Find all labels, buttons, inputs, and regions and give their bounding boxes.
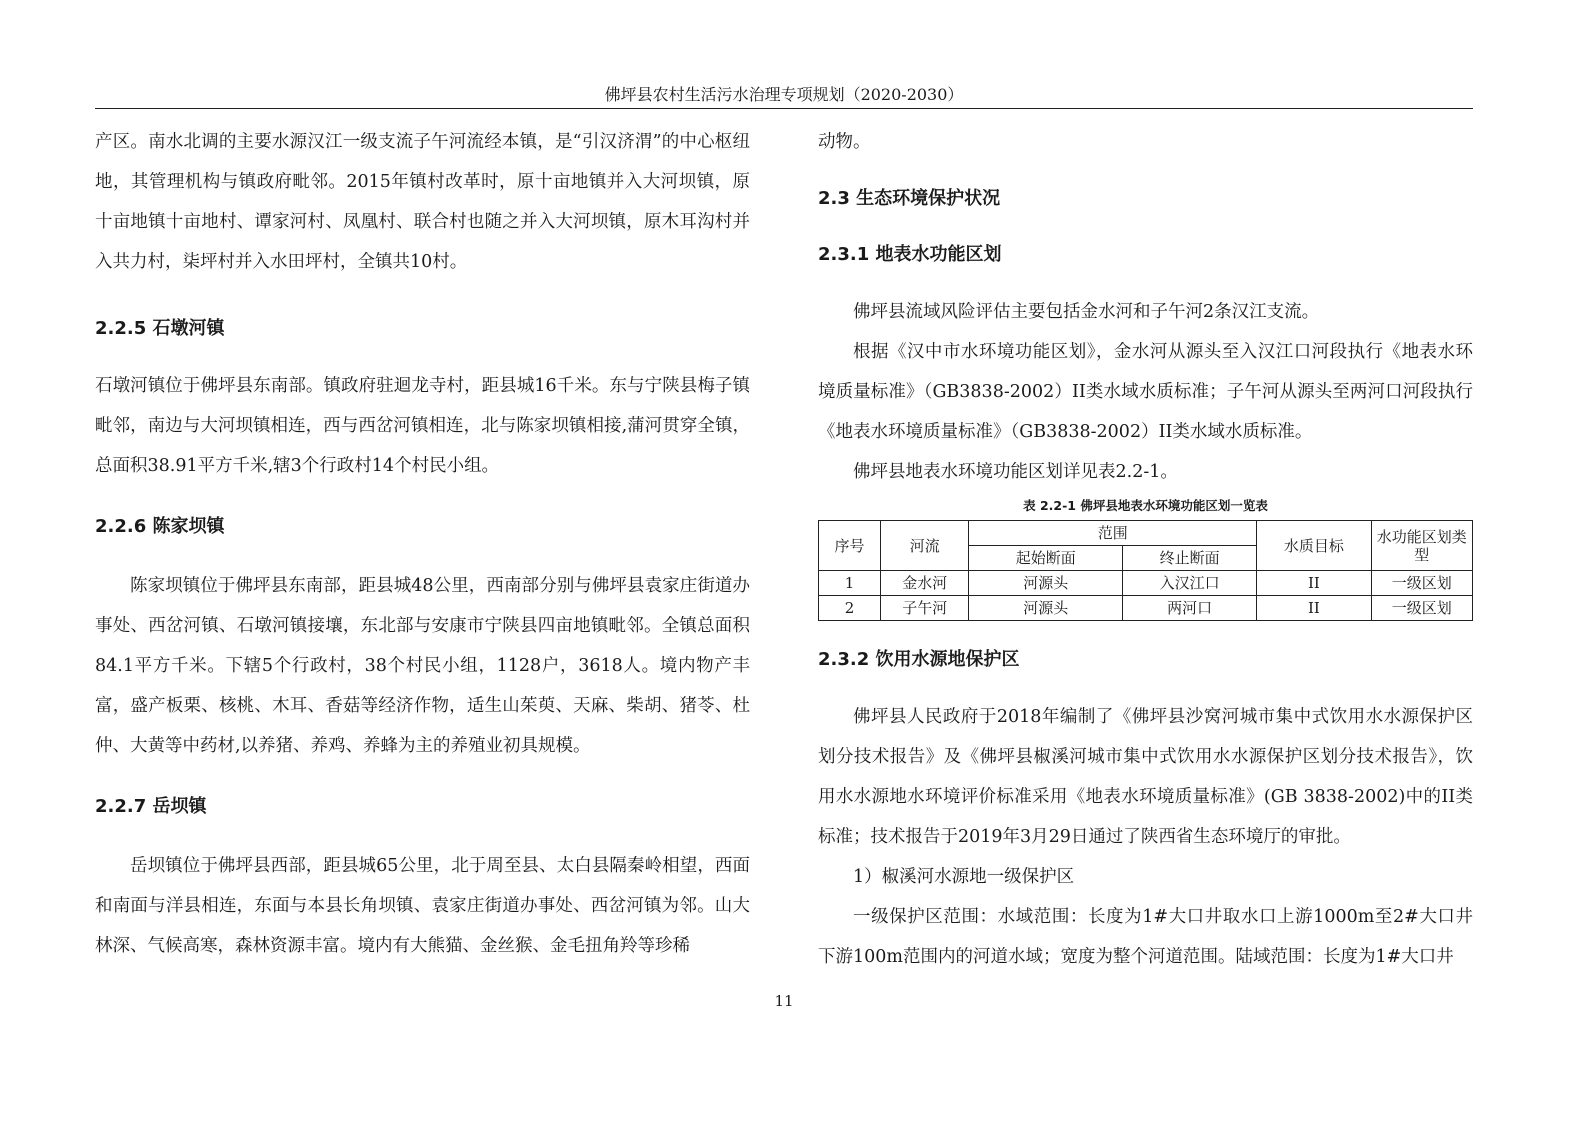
paragraph-continued: 动物。 bbox=[818, 132, 871, 152]
water-function-table bbox=[818, 520, 1473, 621]
cell-start: 河源头 bbox=[969, 596, 1123, 621]
heading-2-3-1: 2.3.1 地表水功能区划 bbox=[818, 244, 1002, 265]
heading-2-2-7: 2.2.7 岳坝镇 bbox=[95, 796, 207, 817]
header-cell-end: 终止断面 bbox=[1123, 546, 1257, 571]
left-column bbox=[95, 122, 750, 966]
cell-target: II bbox=[1257, 571, 1371, 596]
paragraph-2-2-6: 陈家坝镇位于佛坪县东南部，距县城48公里，西南部分别与佛坪县袁家庄街道办事处、西岔河镇、石墩河镇接壤，东北部与安康市宁陕县四亩地镇毗邻。全镇总面积84.1平方千米。下辖5个行政村，38个村民小组，1128户，3618人。境内物产丰富，盛产板栗、核桃、木耳、香菇等经济作物，适生山茱萸、天麻、柴胡、猪苓、杜仲、大黄等中药材,以养猪、养鸡、养蜂为主的养殖业初具规模。 bbox=[95, 576, 750, 756]
table-row bbox=[819, 596, 1473, 621]
paragraph-2-3-1-b: 根据《汉中市水环境功能区划》，金水河从源头至入汉江口河段执行《地表水环境质量标准》（GB3838-2002）II类水域水质标准；子午河从源头至两河口河段执行《地表水环境质量标准》（GB3838-2002）II类水域水质标准。 bbox=[818, 342, 1473, 442]
page-number: 11 bbox=[774, 992, 794, 1010]
paragraph-2-3-2-c: 一级保护区范围：水域范围：长度为1#大口井取水口上游1000m至2#大口井下游100m范围内的河道水域；宽度为整个河道范围。陆域范围：长度为1#大口井 bbox=[818, 907, 1473, 967]
cell-type: 一级区划 bbox=[1371, 596, 1472, 621]
cell-start: 河源头 bbox=[969, 571, 1123, 596]
paragraph-2-2-7: 岳坝镇位于佛坪县西部，距县城65公里，北于周至县、太白县隔秦岭相望，西面和南面与洋县相连，东面与本县长角坝镇、袁家庄街道办事处、西岔河镇为邻。山大林深、气候高寒，森林资源丰富。境内有大熊猫、金丝猴、金毛扭角羚等珍稀 bbox=[95, 856, 750, 956]
header-cell-target: 水质目标 bbox=[1257, 521, 1371, 571]
header-cell-start: 起始断面 bbox=[969, 546, 1123, 571]
header-cell-no: 序号 bbox=[819, 521, 881, 571]
header-cell-river: 河流 bbox=[881, 521, 969, 571]
heading-2-2-6: 2.2.6 陈家坝镇 bbox=[95, 516, 225, 537]
paragraph-2-3-2-b: 1）椒溪河水源地一级保护区 bbox=[853, 867, 1075, 887]
table-header-row bbox=[819, 521, 1473, 546]
running-header: 佛坪县农村生活污水治理专项规划（2020-2030） bbox=[604, 85, 964, 104]
heading-2-3-2: 2.3.2 饮用水源地保护区 bbox=[818, 649, 1020, 670]
table-row bbox=[819, 571, 1473, 596]
paragraph-intro: 产区。南水北调的主要水源汉江一级支流子午河流经本镇，是“引汉济渭”的中心枢纽地，其管理机构与镇政府毗邻。2015年镇村改革时，原十亩地镇并入大河坝镇，原十亩地镇十亩地村、谭家河村、凤凰村、联合村也随之并入大河坝镇，原木耳沟村并入共力村，柒坪村并入水田坪村，全镇共10村。 bbox=[95, 132, 750, 272]
cell-end: 两河口 bbox=[1123, 596, 1257, 621]
cell-target: II bbox=[1257, 596, 1371, 621]
cell-river: 金水河 bbox=[881, 571, 969, 596]
header-cell-type: 水功能区划类型 bbox=[1371, 521, 1472, 571]
table-caption: 表 2.2-1 佛坪县地表水环境功能区划一览表 bbox=[1023, 498, 1268, 513]
paragraph-2-3-2-a: 佛坪县人民政府于2018年编制了《佛坪县沙窝河城市集中式饮用水水源保护区划分技术报告》及《佛坪县椒溪河城市集中式饮用水水源保护区划分技术报告》，饮用水水源地水环境评价标准采用《地表水环境质量标准》(GB 3838-2002)中的II类标准；技术报告于2019年3月29日通过了陕西省生态环境厅的审批。 bbox=[818, 707, 1473, 847]
cell-type: 一级区划 bbox=[1371, 571, 1472, 596]
cell-no: 1 bbox=[819, 571, 881, 596]
paragraph-2-3-1-a: 佛坪县流域风险评估主要包括金水河和子午河2条汉江支流。 bbox=[853, 302, 1320, 322]
cell-no: 2 bbox=[819, 596, 881, 621]
heading-2-2-5: 2.2.5 石墩河镇 bbox=[95, 318, 225, 339]
header-rule bbox=[95, 108, 1473, 109]
cell-end: 入汉江口 bbox=[1123, 571, 1257, 596]
heading-2-3: 2.3 生态环境保护状况 bbox=[818, 188, 1001, 209]
header-cell-range: 范围 bbox=[969, 521, 1257, 546]
paragraph-2-2-5: 石墩河镇位于佛坪县东南部。镇政府驻迴龙寺村，距县城16千米。东与宁陕县梅子镇毗邻，南边与大河坝镇相连，西与西岔河镇相连，北与陈家坝镇相接,蒲河贯穿全镇，总面积38.91平方千米,辖3个行政村14个村民小组。 bbox=[95, 376, 750, 476]
paragraph-2-3-1-c: 佛坪县地表水环境功能区划详见表2.2-1。 bbox=[853, 462, 1178, 482]
cell-river: 子午河 bbox=[881, 596, 969, 621]
right-column bbox=[818, 122, 1473, 977]
